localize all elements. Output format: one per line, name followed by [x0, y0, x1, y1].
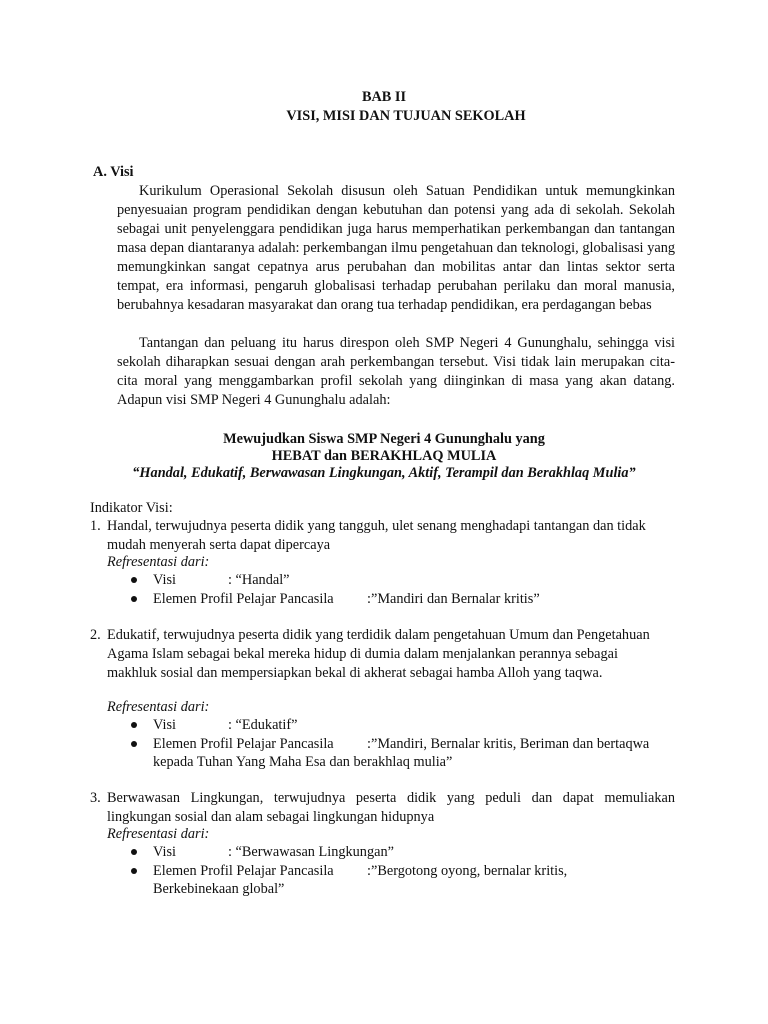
vision-line-1: Mewujudkan Siswa SMP Negeri 4 Gununghalu yang	[223, 431, 545, 447]
visi-label: Visi	[153, 844, 176, 860]
chapter-title: VISI, MISI DAN TUJUAN SEKOLAH	[286, 108, 526, 124]
section-heading-visi: A. Visi	[93, 164, 134, 180]
indicator-number: 2.	[90, 627, 101, 643]
profil-value: :”Mandiri, Bernalar kritis, Beriman dan bertaqwa	[367, 736, 650, 752]
paragraph-kurikulum: Kurikulum Operasional Sekolah disusun oleh Satuan Pendidikan untuk memungkinkan penyesuaian program pendidikan dengan kebutuhan dan potensi yang ada di sekolah. Sekolah sebagai unit penyelenggara pendidikan juga harus memperhatikan perkembangan dan tantangan masa depan diantaranya adalah: perkembangan ilmu pengetahuan dan teknologi, globalisasi yang memungkinkan sangat cepatnya arus perubahan dan mobilitas antar dan lintas sektor serta tempat, era informasi, pengaruh globalisasi terhadap perubahan perilaku dan moral manusia, berubahnya kesadaran masyarakat dan orang tua terhadap pendidikan, era perdagangan bebas	[117, 183, 675, 313]
bullet-icon	[131, 577, 137, 583]
indicators-heading: Indikator Visi:	[90, 500, 173, 516]
indicator-text: Berwawasan Lingkungan, terwujudnya peserta didik yang peduli dan dapat memuliakan lingkungan sosial dan alam sebagai lingkungan hidupnya	[107, 790, 675, 825]
vision-line-3: “Handal, Edukatif, Berwawasan Lingkungan, Aktif, Terampil dan Berakhlaq Mulia”	[132, 465, 636, 481]
paragraph-tantangan: Tantangan dan peluang itu harus direspon oleh SMP Negeri 4 Gununghalu, sehingga visi sekolah diharapkan sesuai dengan arah perkembangan tersebut. Visi tidak lain merupakan cita-cita moral yang menggambarkan profil sekolah yang diinginkan di masa yang akan datang. Adapun visi SMP Negeri 4 Gununghalu adalah:	[117, 335, 675, 408]
vision-line-2: HEBAT dan BERAKHLAQ MULIA	[271, 448, 497, 464]
visi-value: : “Handal”	[228, 572, 290, 588]
indicator-number: 3.	[90, 790, 101, 806]
profil-value-continued: Berkebinekaan global”	[153, 881, 285, 897]
visi-label: Visi	[153, 572, 176, 588]
bullet-icon	[131, 741, 137, 747]
profil-label: Elemen Profil Pelajar Pancasila	[153, 736, 334, 752]
profil-value-continued: kepada Tuhan Yang Maha Esa dan berakhlaq mulia”	[153, 754, 453, 770]
indicator-text: Edukatif, terwujudnya peserta didik yang terdidik dalam pengetahuan Umum dan Pengetahuan Agama Islam sebagai bekal mereka hidup di dumia dalam menjalankan perannya sebagai makhluk sosial dan mempersiapkan bekal di akherat sebagai hamba Alloh yang taqwa.	[107, 627, 650, 681]
chapter-label: BAB II	[361, 89, 407, 105]
visi-value: : “Edukatif”	[228, 717, 298, 733]
profil-value: :”Mandiri dan Bernalar kritis”	[367, 591, 540, 607]
representation-label: Refresentasi dari:	[107, 554, 210, 570]
indicator-text: Handal, terwujudnya peserta didik yang tangguh, ulet senang menghadapi tantangan dan tidak mudah menyerah serta dapat dipercaya	[107, 518, 646, 553]
representation-label: Refresentasi dari:	[107, 699, 210, 715]
visi-value: : “Berwawasan Lingkungan”	[228, 844, 394, 860]
profil-label: Elemen Profil Pelajar Pancasila	[153, 863, 334, 879]
bullet-icon	[131, 868, 137, 874]
visi-label: Visi	[153, 717, 176, 733]
bullet-icon	[131, 849, 137, 855]
profil-label: Elemen Profil Pelajar Pancasila	[153, 591, 334, 607]
profil-value: :”Bergotong oyong, bernalar kritis,	[367, 863, 568, 879]
bullet-icon	[131, 722, 137, 728]
representation-label: Refresentasi dari:	[107, 826, 210, 842]
indicator-number: 1.	[90, 518, 101, 534]
bullet-icon	[131, 596, 137, 602]
